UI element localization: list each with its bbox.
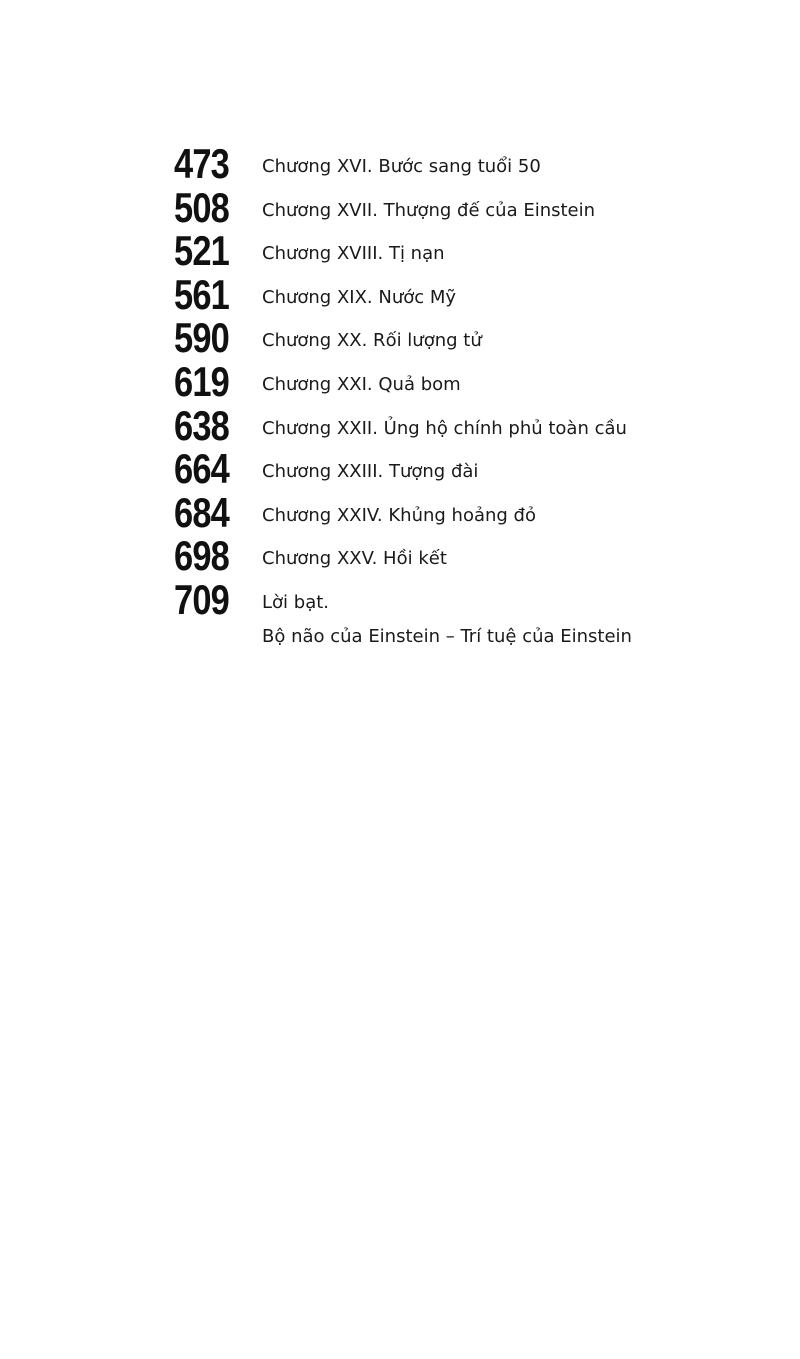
toc-entry-title-group xyxy=(262,578,632,648)
toc-entry xyxy=(174,316,734,360)
toc-page-number: 473 xyxy=(174,140,230,187)
table-of-contents xyxy=(174,142,734,648)
toc-page-number: 698 xyxy=(174,532,230,580)
toc-entry-title: Chương XXIII. Tượng đài xyxy=(262,461,479,483)
toc-page-number: 638 xyxy=(174,401,230,449)
toc-page-number: 521 xyxy=(174,227,230,275)
toc-page-number: 619 xyxy=(174,357,230,405)
toc-entry-subtitle: Bộ não của Einstein – Trí tuệ của Einstein xyxy=(262,625,632,647)
toc-entry-title: Chương XXI. Quả bom xyxy=(262,373,461,395)
toc-entry-title: Chương XIX. Nước Mỹ xyxy=(262,286,457,308)
toc-entry-title: Chương XXV. Hồi kết xyxy=(262,548,447,570)
toc-entry xyxy=(174,488,734,536)
toc-page-number: 664 xyxy=(174,445,230,493)
toc-entry-title: Chương XX. Rối lượng tử xyxy=(262,330,482,352)
toc-page-number: 561 xyxy=(174,270,230,318)
toc-entry-title: Chương XVII. Thượng đế của Einstein xyxy=(262,199,596,221)
toc-entry xyxy=(174,401,734,449)
toc-page-number: 684 xyxy=(174,488,230,536)
toc-entry xyxy=(174,534,734,578)
toc-entry xyxy=(174,575,734,648)
toc-entry-title: Chương XVI. Bước sang tuổi 50 xyxy=(262,156,541,177)
toc-entry xyxy=(174,357,734,405)
toc-entry-title: Chương XXII. Ủng hộ chính phủ toàn cầu xyxy=(262,417,627,439)
toc-page-number: 590 xyxy=(174,314,230,362)
toc-entry xyxy=(174,229,734,273)
toc-entry xyxy=(174,447,734,491)
toc-entry xyxy=(174,142,734,186)
toc-entry xyxy=(174,183,734,231)
toc-page-number: 508 xyxy=(174,183,230,231)
toc-entry-title: Lời bạt. xyxy=(262,591,329,613)
toc-page-number: 709 xyxy=(174,575,230,623)
toc-entry-title: Chương XVIII. Tị nạn xyxy=(262,243,445,265)
toc-entry xyxy=(174,270,734,318)
toc-entry-title: Chương XXIV. Khủng hoảng đỏ xyxy=(262,504,536,526)
